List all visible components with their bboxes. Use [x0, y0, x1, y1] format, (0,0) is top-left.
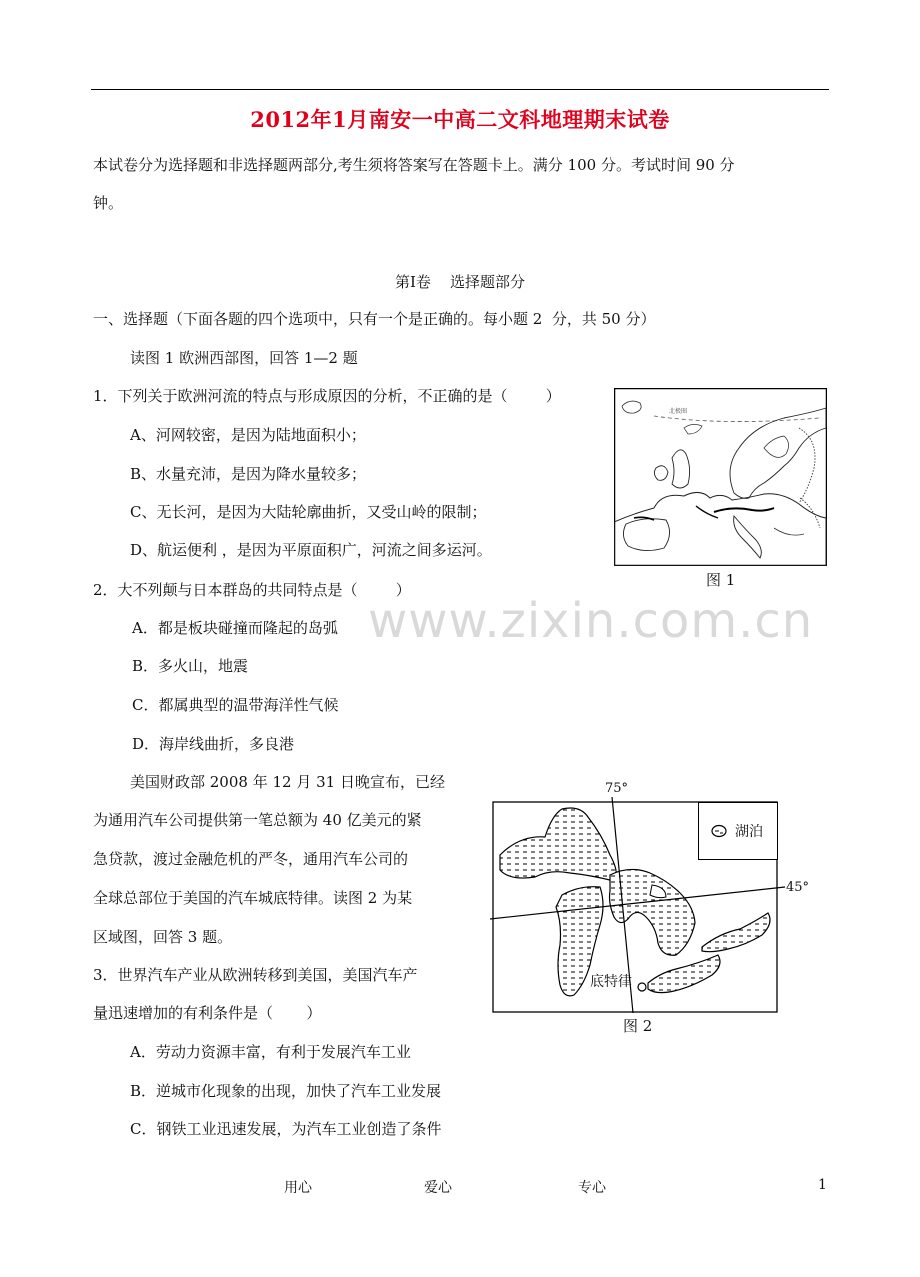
question-2-option-b: B．多火山，地震	[132, 657, 249, 675]
footer-middle: 爱心	[424, 1180, 452, 1196]
page-title: 2012年1月南安一中高二文科地理期末试卷	[250, 107, 670, 132]
question-3-option-c: C．钢铁工业迅速发展，为汽车工业创造了条件	[130, 1120, 442, 1138]
header-rule	[91, 89, 829, 90]
passage-line-5: 区域图，回答 3 题。	[93, 928, 233, 946]
question-3-option-b: B．逆城市化现象的出现，加快了汽车工业发展	[130, 1082, 442, 1100]
section-heading: 第Ⅰ卷 选择题部分	[395, 273, 525, 291]
question-3-option-a: A．劳动力资源丰富，有利于发展汽车工业	[130, 1043, 411, 1061]
figure-1-europe-map	[614, 388, 827, 566]
figure-2-caption: 图 2	[623, 1017, 653, 1035]
question-1-option-b: B、水量充沛，是因为降水量较多；	[130, 465, 367, 483]
figure-1-caption: 图 1	[706, 571, 736, 589]
question-1-option-d: D、航运便利 ，是因为平原面积广，河流之间多运河。	[130, 541, 492, 559]
question-1-option-a: A、河网较密，是因为陆地面积小；	[130, 426, 366, 444]
arctic-circle-label: 北极圈	[669, 408, 688, 415]
question-1-stem: 1．下列关于欧洲河流的特点与形成原因的分析，不正确的是（ ）	[93, 387, 561, 405]
question-2-option-d: D．海岸线曲折，多良港	[132, 735, 295, 753]
passage-line-3: 急贷款，渡过金融危机的严冬，通用汽车公司的	[93, 850, 409, 868]
latitude-label: 45°	[786, 880, 810, 895]
legend-lake-label: 湖泊	[735, 824, 763, 840]
footer-left: 用心	[284, 1180, 312, 1196]
intro-line-1: 本试卷分为选择题和非选择题两部分,考生须将答案写在答题卡上。满分 100 分。考试时间 90 分	[93, 156, 735, 174]
lake-legend-icon	[711, 824, 727, 838]
question-2-option-c: C．都属典型的温带海洋性气候	[132, 696, 339, 714]
intro-line-2: 钟。	[93, 194, 124, 212]
question-2-stem: 2．大不列颠与日本群岛的共同特点是（ ）	[93, 581, 411, 599]
longitude-label: 75°	[605, 781, 629, 796]
passage-line-4: 全球总部位于美国的汽车城底特律。读图 2 为某	[93, 889, 413, 907]
question-3-stem-line-2: 量迅速增加的有利条件是（ ）	[93, 1004, 322, 1022]
question-3-stem-line-1: 3．世界汽车产业从欧洲转移到美国，美国汽车产	[93, 966, 418, 984]
detroit-label: 底特律	[590, 974, 632, 990]
figure-2-legend	[698, 802, 778, 860]
reading-instruction: 读图 1 欧洲西部图，回答 1—2 题	[130, 349, 358, 367]
question-2-option-a: A．都是板块碰撞而隆起的岛弧	[132, 619, 338, 637]
question-1-option-c: C、无长河，是因为大陆轮廓曲折，又受山岭的限制；	[130, 503, 487, 521]
passage-line-1: 美国财政部 2008 年 12 月 31 日晚宣布，已经	[130, 773, 445, 791]
footer-right: 专心	[578, 1180, 606, 1196]
part-title: 一、选择题（下面各题的四个选项中，只有一个是正确的。每小题 2 分，共 50 分）	[93, 310, 656, 328]
page-number: 1	[818, 1177, 827, 1193]
passage-line-2: 为通用汽车公司提供第一笔总额为 40 亿美元的紧	[93, 811, 422, 829]
watermark: www.zixin.com.cn	[368, 593, 814, 649]
